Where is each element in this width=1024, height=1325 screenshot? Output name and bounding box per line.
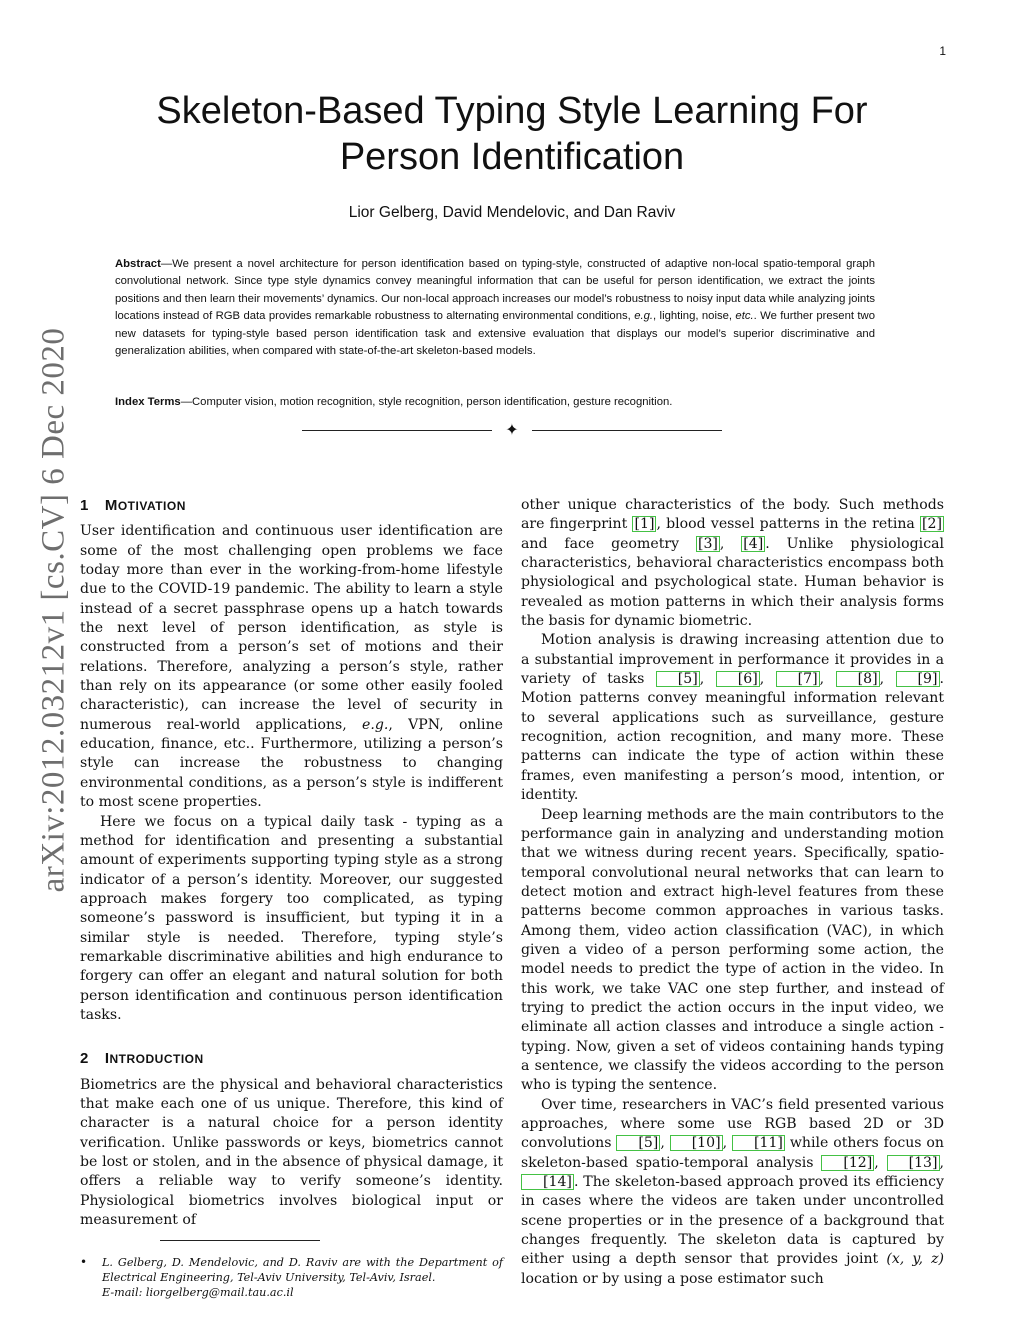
paragraph: Deep learning methods are the main contributors to the performance gain in analyzing and understanding motion that we witness during recent years. Specifically, spatio-temporal convolutional neural networks that can learn to detect motion and extract high-level features from these patterns become common approaches in various tasks. Among them, video action classification (VAC), in which given a video of a person performing some action, the model needs to predict the type of action in the video. In this work, we take VAC one step further, and instead of trying to predict the action occurs in the input video, we eliminate all action classes and introduce a single action - typing. Now, given a set of videos containing hands typing a sentence, we classify the videos according to the person who is typing the sentence. <box>521 806 944 1094</box>
separator: , <box>759 671 776 688</box>
title-line-1: Skeleton-Based Typing Style Learning For <box>156 90 868 132</box>
paragraph-text: while others focus on skeleton-based spatio-temporal analysis <box>521 1135 944 1171</box>
paragraph-text: User identification and continuous user identification are some of the most challenging open problems we face today more than ever in the working-from-home lifestyle due to the COVID-19 pandemic. The ability to learn a style instead of a secret passphrase opens up a hatch towards the next level of person identification, as style is constructed from a person’s set of motions and their relations. Therefore, analyzing a person’s style, rather than rely on its appearance (or some other easily fooled characteristic), can increase the level of security in numerous real-world applications, <box>80 523 503 733</box>
paragraph: Here we focus on a typical daily task - typing as a method for identification and presenting a substantial amount of experiments supporting typing style as a strong indicator of a person’s identity. Moreover, our suggested approach makes forgery too complicated, as typing someone’s password is insufficient, but typing it in a similar style is needed. Therefore, typing style’s remarkable discriminative abilities and high endurance to forgery can offer an elegant and natural solution for both person identification and continuous person identification tasks. <box>80 813 503 1023</box>
separator: , <box>699 671 716 688</box>
citation-link[interactable]: [8] <box>836 671 880 687</box>
paragraph-text: . Motion patterns convey meaningful information relevant to several applications such as surveillance, gesture recognition, action recognition, and many more. These patterns can indicate the type of action within these frames, even manifesting a person’s mood, intention, or identity. <box>521 671 944 804</box>
arxiv-stamp-text: arXiv:2012.03212v1 [cs.CV] 6 Dec 2020 <box>35 327 72 893</box>
citation-link[interactable]: [12] <box>821 1155 874 1171</box>
index-terms-label: Index Terms <box>115 396 181 408</box>
citation-link[interactable]: [7] <box>776 671 820 687</box>
left-column <box>80 496 503 1300</box>
section-divider <box>302 420 722 439</box>
separator: , <box>722 1135 732 1152</box>
citation-link[interactable]: [3] <box>697 535 718 552</box>
citation-link[interactable]: [10] <box>670 1135 723 1151</box>
citation-link[interactable]: [11] <box>732 1135 785 1151</box>
separator: , <box>939 1154 944 1171</box>
section-heading-motivation <box>80 496 503 516</box>
citation-link[interactable]: [13] <box>887 1155 940 1171</box>
citation-link[interactable]: [4] <box>743 535 764 552</box>
separator: , <box>660 1135 670 1152</box>
section-title-rest: NTRODUCTION <box>109 1052 204 1067</box>
divider-line-left <box>302 430 492 431</box>
paragraph-text: other unique characteristics of the body. Such methods are fingerprint <box>521 497 944 533</box>
math-xyz: (x, y, z) <box>886 1251 944 1268</box>
abstract-text: . We further present two new datasets for typing-style based person identification task and extensive evaluation that displays our model’s superior discriminative and generalization abilities, when compared with state-of-the-art skeleton-based models. <box>115 310 875 358</box>
paragraph <box>521 631 944 805</box>
paragraph-text: and face geometry <box>521 535 696 552</box>
index-terms <box>115 396 875 408</box>
paragraph-eg: e.g. <box>362 716 389 733</box>
abstract-text: , lighting, noise, <box>653 310 736 323</box>
paragraph-text: . The skeleton-based approach proved its efficiency in cases where the videos are taken under uncontrolled scene properties or in the presence of a background that changes frequently. The skeleton data is captured by either using a depth sensor that provides joint <box>521 1174 944 1268</box>
abstract <box>115 256 875 360</box>
divider-star-icon: ✦ <box>505 420 519 439</box>
footnote-bullet: • <box>80 1255 88 1270</box>
citation-link[interactable]: [5] <box>656 671 700 687</box>
section-heading-introduction <box>80 1049 503 1069</box>
section-title-initial: M <box>104 497 118 514</box>
abstract-text: —We present a novel architecture for person identification based on typing-style, constructed of adaptive non-local spatio-temporal graph convolutional network. Since type style dynamics convey meaningful information that can be useful for person identification, we extract the joints positions and then learn their movements’ dynamics. Our non-local approach increases our model’s robustness to noisy input data while analyzing joints locations instead of RGB data provides remarkable robustness to alternating environmental conditions, <box>115 258 875 323</box>
index-terms-text: —Computer vision, motion recognition, style recognition, person identification, gesture recognition. <box>180 396 673 408</box>
citation-link[interactable]: [9] <box>896 671 940 687</box>
footnote-rule <box>160 1240 320 1241</box>
paragraph <box>521 496 944 631</box>
section-title-initial: I <box>104 1050 110 1068</box>
title-line-2: Person Identification <box>339 136 685 178</box>
citation-link[interactable]: [6] <box>716 671 760 687</box>
separator: , <box>879 671 896 688</box>
paragraph-text: Motion analysis is drawing increasing attention due to a substantial improvement in performance it provides in a variety of tasks <box>521 632 944 688</box>
paragraph <box>521 1096 944 1289</box>
footnote-affiliation: L. Gelberg, D. Mendelovic, and D. Raviv are with the Department of Electrical Engineering, Tel-Aviv University, Tel-Aviv, Israel. <box>102 1256 503 1285</box>
paper-title <box>80 88 944 180</box>
citation-link[interactable]: [1] <box>634 516 655 533</box>
paragraph <box>80 522 503 812</box>
citation-link[interactable]: [2] <box>922 516 943 533</box>
right-column <box>521 496 944 1289</box>
citation-link[interactable]: [14] <box>521 1174 574 1190</box>
section-number: 2 <box>80 1050 89 1068</box>
abstract-label: Abstract <box>115 258 161 270</box>
paragraph: Biometrics are the physical and behavioral characteristics that make each one of us unique. Therefore, this kind of character is a natural choice for a person identity verification. Unlike passwords or keys, biometrics cannot be lost or stolen, and in the absence of physical damage, it offers a reliable way to verify someone’s identity. Physiological biometrics involves biological input or measurement of <box>80 1076 503 1229</box>
authors: Lior Gelberg, David Mendelovic, and Dan Raviv <box>348 204 676 221</box>
paragraph-text: location or by using a pose estimator such <box>521 1270 824 1287</box>
section-title-rest: OTIVATION <box>117 499 186 513</box>
page-number: 1 <box>939 44 946 58</box>
abstract-eg: e.g. <box>634 310 654 323</box>
section-number: 1 <box>80 497 89 514</box>
separator: , <box>874 1154 887 1171</box>
footnote <box>80 1255 503 1300</box>
paragraph-text: . Unlike physiological characteristics, behavioral characteristics encompass both physiological and psychological state. Human behavior is revealed as motion patterns in which their analysis forms the basis for dynamic biometric. <box>521 535 944 630</box>
separator: , <box>819 671 836 688</box>
paragraph-text: , VPN, online education, finance, etc.. Furthermore, utilizing a person’s style can increase the robustness to changing environmental conditions, as a person’s style is indifferent to most scene properties. <box>80 716 503 811</box>
abstract-etc: etc. <box>735 310 754 323</box>
paragraph-text: Over time, researchers in VAC’s field presented various approaches, where some use RGB based 2D or 3D convolutions <box>521 1096 944 1152</box>
paragraph-text: , blood vessel patterns in the retina <box>656 516 921 533</box>
divider-line-right <box>532 430 722 431</box>
paragraph-text: , <box>719 535 742 552</box>
footnote-email: E-mail: liorgelberg@mail.tau.ac.il <box>102 1286 294 1300</box>
citation-link[interactable]: [5] <box>616 1135 660 1151</box>
